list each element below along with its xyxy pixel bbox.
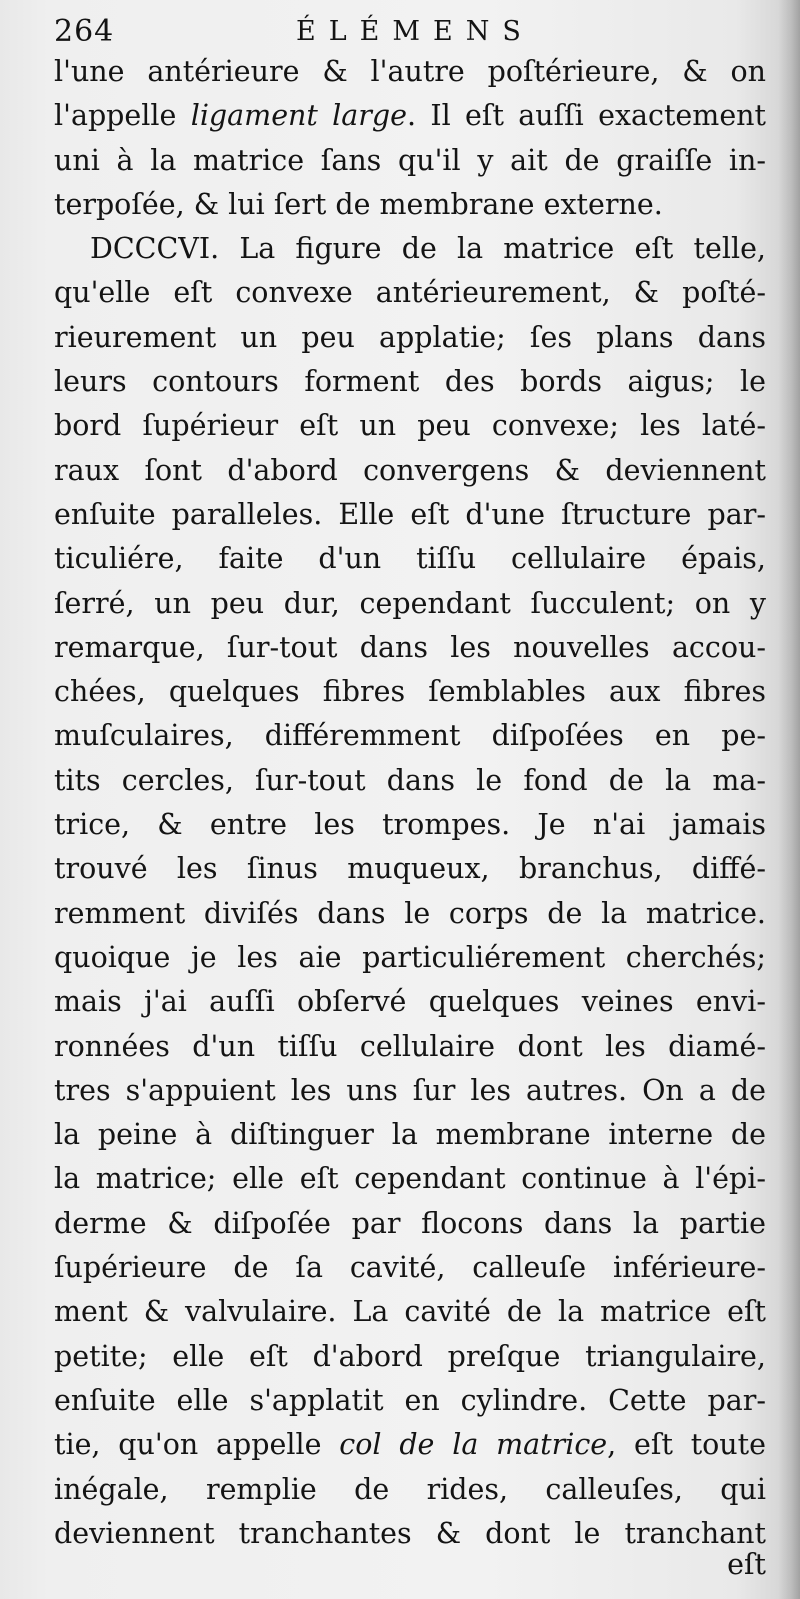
- text-span: . Il eſt auſſi exactement: [407, 99, 766, 133]
- text-line: [54, 892, 766, 936]
- text-line: [54, 360, 766, 404]
- text-line: [54, 1069, 766, 1113]
- text-span: terpoſée, & lui ſert de membrane externe.: [54, 187, 663, 221]
- text-line: [54, 50, 766, 94]
- text-line: [54, 1423, 766, 1467]
- text-span: derme & diſpoſée par flocons dans la partie: [54, 1206, 766, 1240]
- text-span: ment & valvulaire. La cavité de la matrice eſt: [54, 1295, 766, 1329]
- text-line: [54, 980, 766, 1024]
- text-span: , eſt toute: [607, 1428, 766, 1462]
- text-line: [54, 1468, 766, 1512]
- text-span: la matrice; elle eſt cependant continue à l'épi-: [54, 1162, 766, 1196]
- text-span: bord ſupérieur eſt un peu convexe; les laté-: [54, 409, 766, 443]
- text-span: muſculaires, différemment diſpoſées en pe-: [54, 719, 766, 753]
- text-line: [54, 626, 766, 670]
- text-line: [54, 847, 766, 891]
- text-span: tres s'appuient les uns ſur les autres. On a de: [54, 1073, 766, 1107]
- text-line: [54, 493, 766, 537]
- text-line: [54, 139, 766, 183]
- text-span: deviennent tranchantes & dont le tranchant: [54, 1516, 766, 1550]
- catchword: eſt: [727, 1548, 766, 1581]
- text-span: l'appelle: [54, 99, 191, 133]
- text-span: enſuite elle s'applatit en cylindre. Cette par-: [54, 1383, 766, 1417]
- text-span: chées, quelques fibres ſemblables aux fibres: [54, 675, 766, 709]
- text-span: trouvé les ſinus muqueux, branchus, diffé-: [54, 852, 766, 886]
- text-line: [54, 1335, 766, 1379]
- text-line: [54, 271, 766, 315]
- italic-term: col de la matrice: [339, 1428, 608, 1462]
- text-line: [54, 1379, 766, 1423]
- text-span: tie, qu'on appelle: [54, 1428, 340, 1462]
- italic-term: ligament large: [190, 99, 408, 133]
- body-text: [54, 50, 766, 1556]
- text-line: [54, 1113, 766, 1157]
- text-span: l'une antérieure & l'autre poſtérieure, & on: [54, 55, 766, 88]
- text-line: [54, 316, 766, 360]
- text-span: remment diviſés dans le corps de la matrice.: [54, 896, 766, 930]
- text-line: [54, 1290, 766, 1334]
- text-span: DCCCVI. La figure de la matrice eſt telle,: [90, 232, 766, 266]
- text-span: qu'elle eſt convexe antérieurement, & poſté-: [54, 276, 766, 310]
- text-span: uni à la matrice ſans qu'il y ait de graiſſe in-: [54, 143, 766, 177]
- text-span: ronnées d'un tiſſu cellulaire dont les diamé-: [54, 1029, 766, 1063]
- text-span: ſupérieure de ſa cavité, calleuſe inférieure-: [54, 1251, 766, 1285]
- text-line: [54, 183, 766, 227]
- text-line: [54, 582, 766, 626]
- text-line: [54, 1202, 766, 1246]
- text-line: [54, 803, 766, 847]
- text-span: mais j'ai auſſi obſervé quelques veines envi-: [54, 985, 766, 1019]
- text-line: [54, 94, 766, 138]
- text-line: [54, 449, 766, 493]
- text-span: leurs contours forment des bords aigus; le: [54, 365, 766, 399]
- text-line: [54, 1246, 766, 1290]
- text-span: quoique je les aie particuliérement cherchés;: [54, 940, 766, 974]
- text-line: [54, 537, 766, 581]
- text-line: [54, 1025, 766, 1069]
- text-line: [54, 1512, 766, 1556]
- text-span: trice, & entre les trompes. Je n'ai jamais: [54, 808, 766, 842]
- text-line: [54, 1157, 766, 1201]
- text-span: enſuite paralleles. Elle eſt d'une ſtructure par-: [54, 497, 766, 531]
- text-line: [54, 670, 766, 714]
- text-span: ſerré, un peu dur, cependant ſucculent; on y: [54, 586, 766, 620]
- page-gutter-shadow: [778, 0, 800, 1599]
- text-span: rieurement un peu applatie; ſes plans dans: [54, 320, 766, 354]
- text-span: raux ſont d'abord convergens & deviennent: [54, 453, 766, 487]
- page-number: 264: [54, 14, 115, 49]
- text-span: inégale, remplie de rides, calleuſes, qui: [54, 1472, 766, 1506]
- text-span: remarque, ſur-tout dans les nouvelles accou-: [54, 630, 766, 664]
- text-line: [54, 759, 766, 803]
- text-span: petite; elle eſt d'abord preſque triangulaire,: [54, 1339, 766, 1373]
- text-span: ticuliére, faite d'un tiſſu cellulaire épais,: [54, 542, 766, 576]
- text-span: tits cercles, ſur-tout dans le fond de la ma-: [54, 763, 766, 797]
- text-line: [54, 936, 766, 980]
- text-span: la peine à diſtinguer la membrane interne de: [54, 1118, 766, 1152]
- running-title: ÉLÉMENS: [296, 16, 534, 47]
- text-line: [54, 714, 766, 758]
- text-line: [54, 227, 766, 271]
- text-line: [54, 404, 766, 448]
